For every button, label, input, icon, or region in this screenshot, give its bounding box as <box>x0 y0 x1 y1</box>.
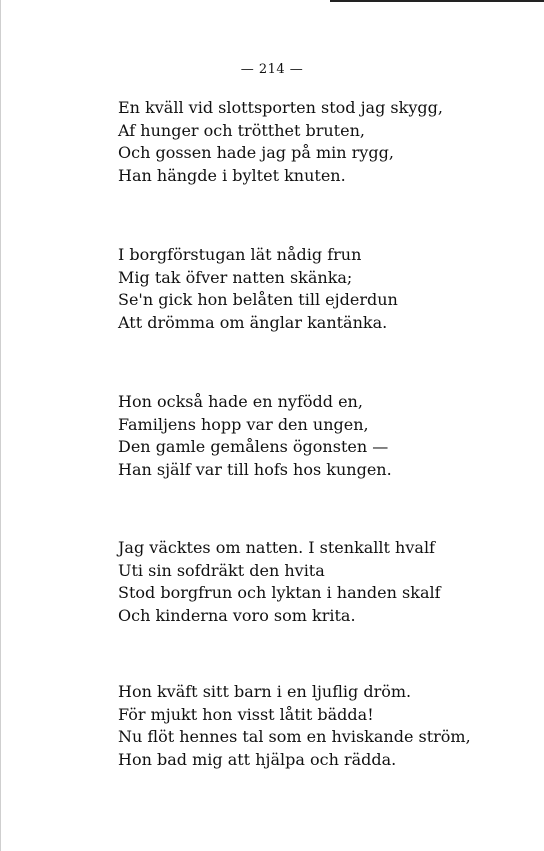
stanza <box>118 391 518 481</box>
verse-line: Af hunger och trötthet bruten, <box>118 120 365 140</box>
verse-line: För mjukt hon visst låtit bädda! <box>118 704 374 724</box>
stanza <box>118 97 518 187</box>
page-edge-left <box>0 0 1 851</box>
verse-line: Mig tak öfver natten skänka; <box>118 267 353 287</box>
verse-line: Och kinderna voro som krita. <box>118 605 356 625</box>
page-edge-top <box>330 0 544 2</box>
page-number: — 214 — <box>240 62 304 77</box>
verse-line: Familjens hopp var den ungen, <box>118 414 369 434</box>
verse-line: Uti sin sofdräkt den hvita <box>118 560 325 580</box>
stanza <box>118 681 518 771</box>
verse-line: Den gamle gemålens ögonsten — <box>118 437 389 456</box>
stanza <box>118 244 518 334</box>
verse-line: En kväll vid slottsporten stod jag skygg, <box>118 98 443 117</box>
verse-line: Stod borgfrun och lyktan i handen skalf <box>118 583 441 602</box>
verse-line: Hon kväft sitt barn i en ljuflig dröm. <box>118 682 412 701</box>
verse-line: Han hängde i byltet knuten. <box>118 165 346 185</box>
verse-line: Och gossen hade jag på min rygg, <box>118 143 394 162</box>
stanza <box>118 537 518 627</box>
verse-line: Han själf var till hofs hos kungen. <box>118 459 392 479</box>
verse-line: Att drömma om änglar kantänka. <box>118 312 388 332</box>
verse-line: Hon bad mig att hjälpa och rädda. <box>118 749 397 769</box>
verse-line: Nu flöt hennes tal som en hviskande ström, <box>118 727 471 746</box>
verse-line: Se'n gick hon belåten till ejderdun <box>118 290 398 309</box>
verse-line: Jag väcktes om natten. I stenkallt hvalf <box>118 538 435 557</box>
verse-line: Hon också hade en nyfödd en, <box>118 392 363 411</box>
verse-line: I borgförstugan lät nådig frun <box>118 245 362 264</box>
